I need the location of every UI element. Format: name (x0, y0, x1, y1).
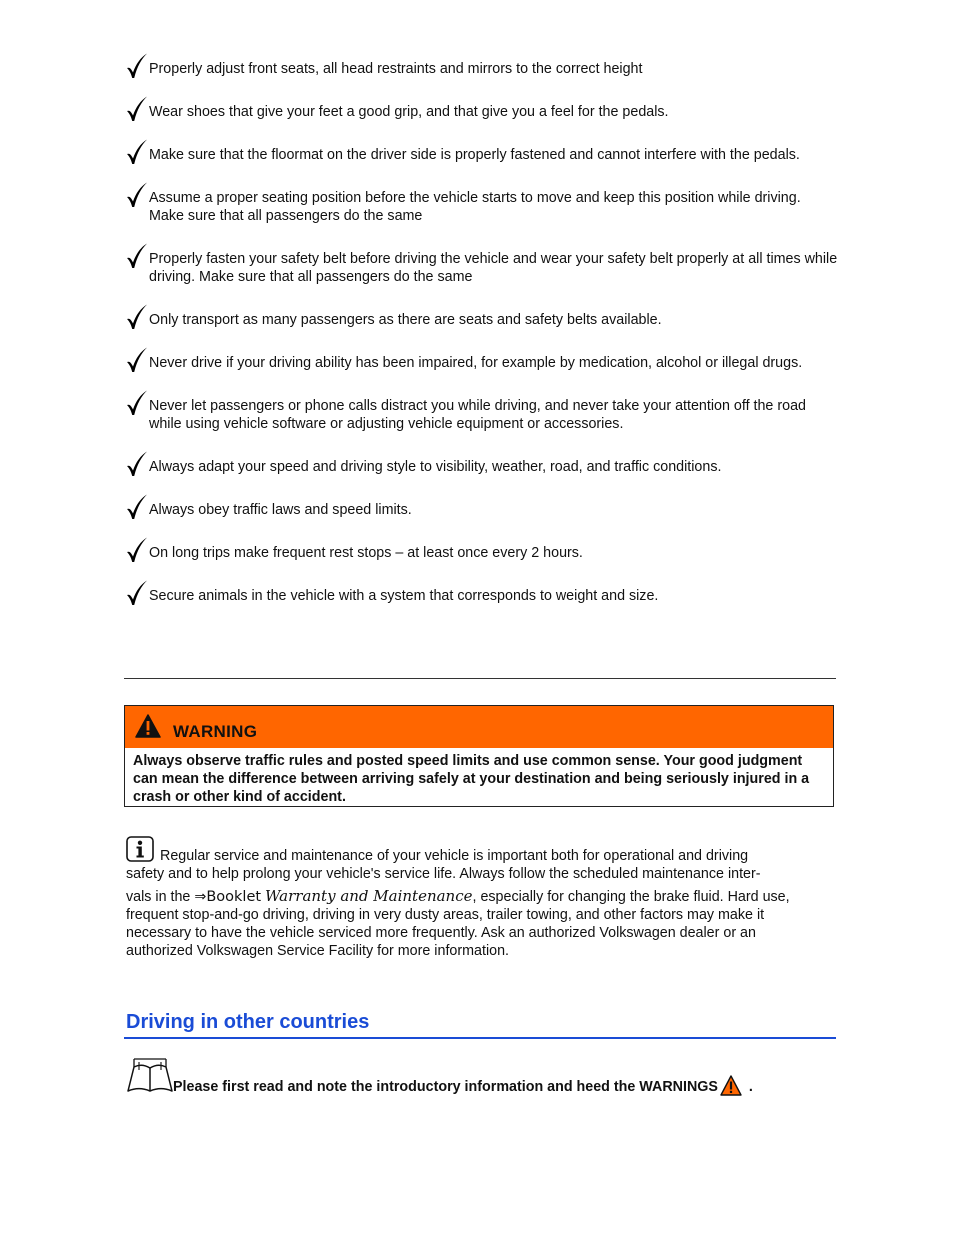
note-line-4: frequent stop-and-go driving, driving in very dusty areas, trailer towing, and other factors may make it (126, 907, 765, 923)
intro-line (126, 1058, 838, 1094)
note-line-2: safety and to help prolong your vehicle's service life. Always follow the scheduled maintenance inter- (126, 866, 761, 882)
checklist-item (126, 354, 838, 372)
check-mark-icon (126, 537, 148, 563)
checklist-item (126, 501, 838, 519)
checklist-item-text: Always adapt your speed and driving style to visibility, weather, road, and traffic conditions. (149, 459, 722, 475)
warning-header (125, 706, 833, 748)
info-icon (126, 836, 154, 862)
note-line-5: necessary to have the vehicle serviced more frequently. Ask an authorized Volkswagen dealer or an (126, 925, 756, 941)
section-title: Driving in other countries (126, 1011, 370, 1033)
open-book-icon (126, 1058, 174, 1094)
check-mark-icon (126, 182, 148, 208)
check-mark-icon (126, 96, 148, 122)
checklist-item (126, 311, 838, 329)
intro-text-main: Please first read and note the introductory information and heed the WARNINGS (173, 1079, 718, 1095)
warning-box (124, 705, 834, 807)
section-underline (124, 1037, 836, 1039)
intro-text (173, 1075, 753, 1096)
checklist-item-text: Only transport as many passengers as there are seats and safety belts available. (149, 312, 662, 328)
warning-text: Always observe traffic rules and posted speed limits and use common sense. Your good judgment can mean the difference between arriving safely at your destination and being seriously injured in a crash or other kind of accident. (133, 753, 810, 805)
checklist-item (126, 458, 838, 476)
checklist-item-text: Properly adjust front seats, all head restraints and mirrors to the correct height (149, 61, 643, 77)
service-note (126, 836, 838, 960)
checklist-item (126, 250, 838, 286)
note-line-1: Regular service and maintenance of your vehicle is important both for operational and driving (160, 848, 749, 864)
check-mark-icon (126, 243, 148, 269)
checklist-item-text: Secure animals in the vehicle with a system that corresponds to weight and size. (149, 588, 659, 604)
checklist-item (126, 189, 838, 225)
checklist-item (126, 60, 838, 78)
checklist-item-text: Never drive if your driving ability has been impaired, for example by medication, alcohol or illegal drugs. (149, 355, 803, 371)
check-mark-icon (126, 139, 148, 165)
safety-checklist (126, 60, 838, 630)
divider-line (124, 678, 836, 679)
warning-title: WARNING (173, 722, 258, 741)
checklist-item (126, 544, 838, 562)
note-line-3-suffix: , especially for changing the brake fluid. Hard use, (472, 889, 790, 905)
check-mark-icon (126, 494, 148, 520)
check-mark-icon (126, 347, 148, 373)
booklet-title[interactable]: Warranty and Maintenance (265, 887, 473, 905)
check-mark-icon (126, 580, 148, 606)
check-mark-icon (126, 390, 148, 416)
checklist-item-text: On long trips make frequent rest stops – at least once every 2 hours. (149, 545, 583, 561)
cross-reference-arrow: ⇒ (194, 889, 207, 905)
warning-triangle-icon (720, 1075, 742, 1096)
note-line-6: authorized Volkswagen Service Facility for more information. (126, 943, 510, 959)
note-line-3-prefix: vals in the (126, 889, 195, 905)
note-line-3 (126, 887, 838, 906)
check-mark-icon (126, 53, 148, 79)
booklet-reference[interactable]: Booklet (206, 889, 262, 905)
checklist-item-text: Always obey traffic laws and speed limits. (149, 502, 412, 518)
checklist-item (126, 146, 838, 164)
checklist-item-text: Properly fasten your safety belt before driving the vehicle and wear your safety belt properly at all times while driving. Make sure that all passengers do the same (149, 251, 838, 285)
checklist-item (126, 397, 838, 433)
checklist-item (126, 103, 838, 121)
checklist-item (126, 587, 838, 605)
intro-text-suffix: . (744, 1079, 753, 1095)
checklist-item-text: Make sure that the floormat on the driver side is properly fastened and cannot interfere with the pedals. (149, 147, 800, 163)
checklist-item-text: Never let passengers or phone calls distract you while driving, and never take your attention off the road while using vehicle software or adjusting vehicle equipment or accessories. (149, 398, 806, 432)
check-mark-icon (126, 304, 148, 330)
checklist-item-text: Wear shoes that give your feet a good grip, and that give you a feel for the pedals. (149, 104, 669, 120)
checklist-item-text: Assume a proper seating position before the vehicle starts to move and keep this position while driving. Make sure that all passengers do the same (149, 190, 801, 224)
check-mark-icon (126, 451, 148, 477)
warning-triangle-icon (135, 714, 161, 738)
